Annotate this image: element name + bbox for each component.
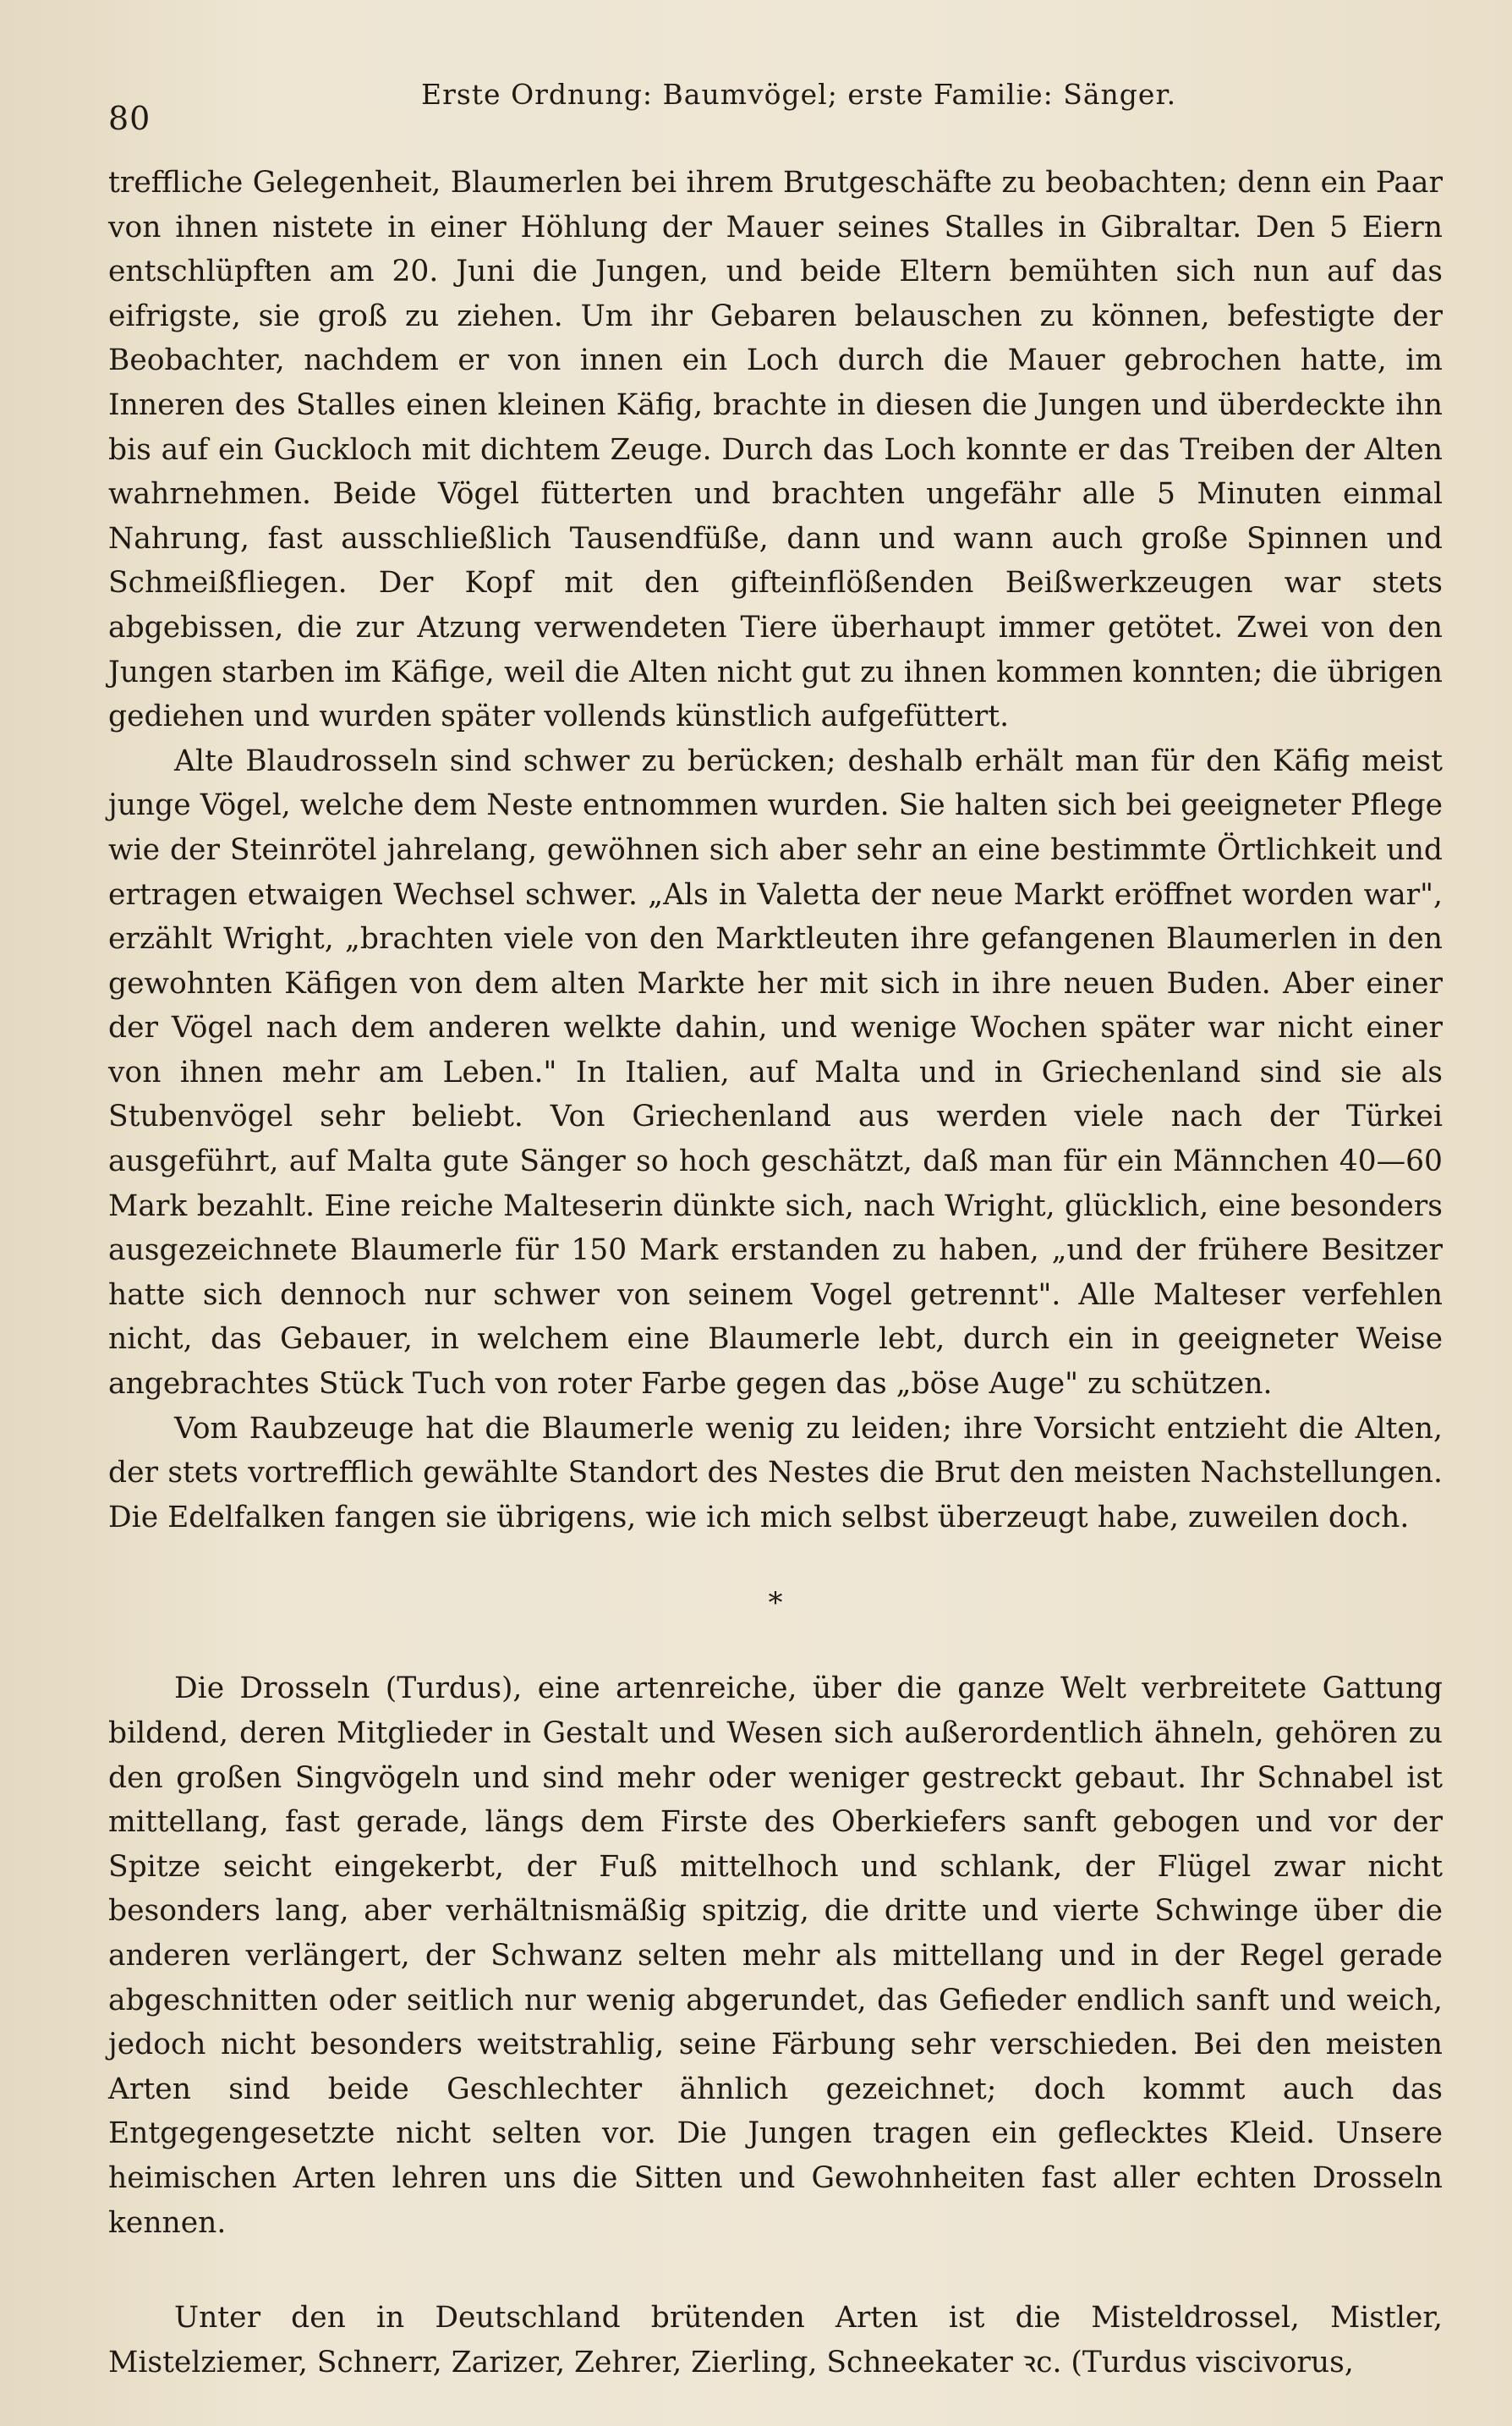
paragraph-captivity: Alte Blaudrosseln sind schwer zu berücken; deshalb erhält man für den Käfig meist junge Vögel, welche dem Neste entnommen wurden. Sie halten sich bei geeigneter Pflege wie der Steinrötel jahrelang, gewöhnen sich aber sehr an eine bestimmte Örtlichkeit und ertragen etwaigen Wechsel schwer. „Als in Valetta der neue Markt eröffnet worden war", erzählt Wright, „brachten viele von den Marktleuten ihre gefangenen Blaumerlen in den gewohnten Käfigen von dem alten Markte her mit sich in ihre neuen Buden. Aber einer der Vögel nach dem anderen welkte dahin, und wenige Wochen später war nicht einer von ihnen mehr am Leben." In Italien, auf Malta und in Griechenland sind sie als Stubenvögel sehr beliebt. Von Griechenland aus werden viele nach der Türkei ausgeführt, auf Malta gute Sänger so hoch geschätzt, daß man für ein Männchen 40—60 Mark bezahlt. Eine reiche Malteserin dünkte sich, nach Wright, glücklich, eine besonders ausgezeichnete Blaumerle für 150 Mark erstanden zu haben, „und der frühere Besitzer hatte sich dennoch nur schwer von seinem Vogel getrennt". Alle Malteser verfehlen nicht, das Gebauer, in welchem eine Blaumerle lebt, durch ein in geeigneter Weise angebrachtes Stück Tuch von roter Farbe gegen das „böse Auge" zu schützen. bbox=[108, 744, 1443, 1402]
paragraph-predators: Vom Raubzeuge hat die Blaumerle wenig zu leiden; ihre Vorsicht entzieht die Alten, der stets vortrefflich gewählte Standort des Nestes die Brut den meisten Nachstellungen. Die Edelfalken fangen sie übrigens, wie ich mich selbst überzeugt habe, zuweilen doch. bbox=[108, 1411, 1443, 1534]
paragraph-misteldrossel: Unter den in Deutschland brütenden Arten ist die Misteldrossel, Mistler, Mistelziemer, Schnerr, Zarizer, Zehrer, Zierling, Schneekater ꝛc. (Turdus viscivorus, bbox=[108, 2301, 1443, 2379]
running-head: Erste Ordnung: Baumvögel; erste Familie: Sänger. bbox=[421, 78, 1177, 111]
paragraph-drosseln-genus: Die Drosseln (Turdus), eine artenreiche, über die ganze Welt verbreitete Gattung bildend, deren Mitglieder in Gestalt und Wesen sich außerordentlich ähneln, gehören zu den großen Singvögeln und sind mehr oder weniger gestreckt gebaut. Ihr Schnabel ist mittellang, fast gerade, längs dem Firste des Oberkiefers sanft gebogen und vor der Spitze seicht eingekerbt, der Fuß mittelhoch und schlank, der Flügel zwar nicht besonders lang, aber verhältnismäßig spitzig, die dritte und vierte Schwinge über die anderen verlängert, der Schwanz selten mehr als mittellang und in der Regel gerade abgeschnitten oder seitlich nur wenig abgerundet, das Gefieder endlich sanft und weich, jedoch nicht besonders weitstrahlig, seine Färbung sehr verschieden. Bei den meisten Arten sind beide Geschlechter ähnlich gezeichnet; doch kommt auch das Entgegengesetzte nicht selten vor. Die Jungen tragen ein geflecktes Kleid. Unsere heimischen Arten lehren uns die Sitten und Gewohnheiten fast aller echten Drosseln kennen. bbox=[108, 1671, 1443, 2240]
page-header bbox=[108, 78, 1427, 137]
body-text bbox=[108, 161, 1443, 2385]
page-number: 80 bbox=[108, 100, 151, 137]
paragraph-gap bbox=[108, 2245, 1443, 2296]
paragraph-nest-observation: treffliche Gelegenheit, Blaumerlen bei ihrem Brutgeschäfte zu beobachten; denn ein Paar von ihnen nistete in einer Höhlung der Mauer seines Stalles in Gibraltar. Den 5 Eiern entschlüpften am 20. Juni die Jungen, und beide Eltern bemühten sich nun auf das eifrigste, sie groß zu ziehen. Um ihr Gebaren belauschen zu können, befestigte der Beobachter, nachdem er von innen ein Loch durch die Mauer gebrochen hatte, im Inneren des Stalles einen kleinen Käfig, brachte in diesen die Jungen und überdeckte ihn bis auf ein Guckloch mit dichtem Zeuge. Durch das Loch konnte er das Treiben der Alten wahrnehmen. Beide Vögel fütterten und brachten ungefähr alle 5 Minuten einmal Nahrung, fast ausschließlich Tausendfüße, dann und wann auch große Spinnen und Schmeißfliegen. Der Kopf mit den gifteinflößenden Beißwerkzeugen war stets abgebissen, die zur Atzung verwendeten Tiere überhaupt immer getötet. Zwei von den Jungen starben im Käfige, weil die Alten nicht gut zu ihnen kommen konnten; die übrigen gediehen und wurden später vollends künstlich aufgefüttert. bbox=[108, 166, 1443, 734]
section-separator: * bbox=[768, 1586, 783, 1621]
